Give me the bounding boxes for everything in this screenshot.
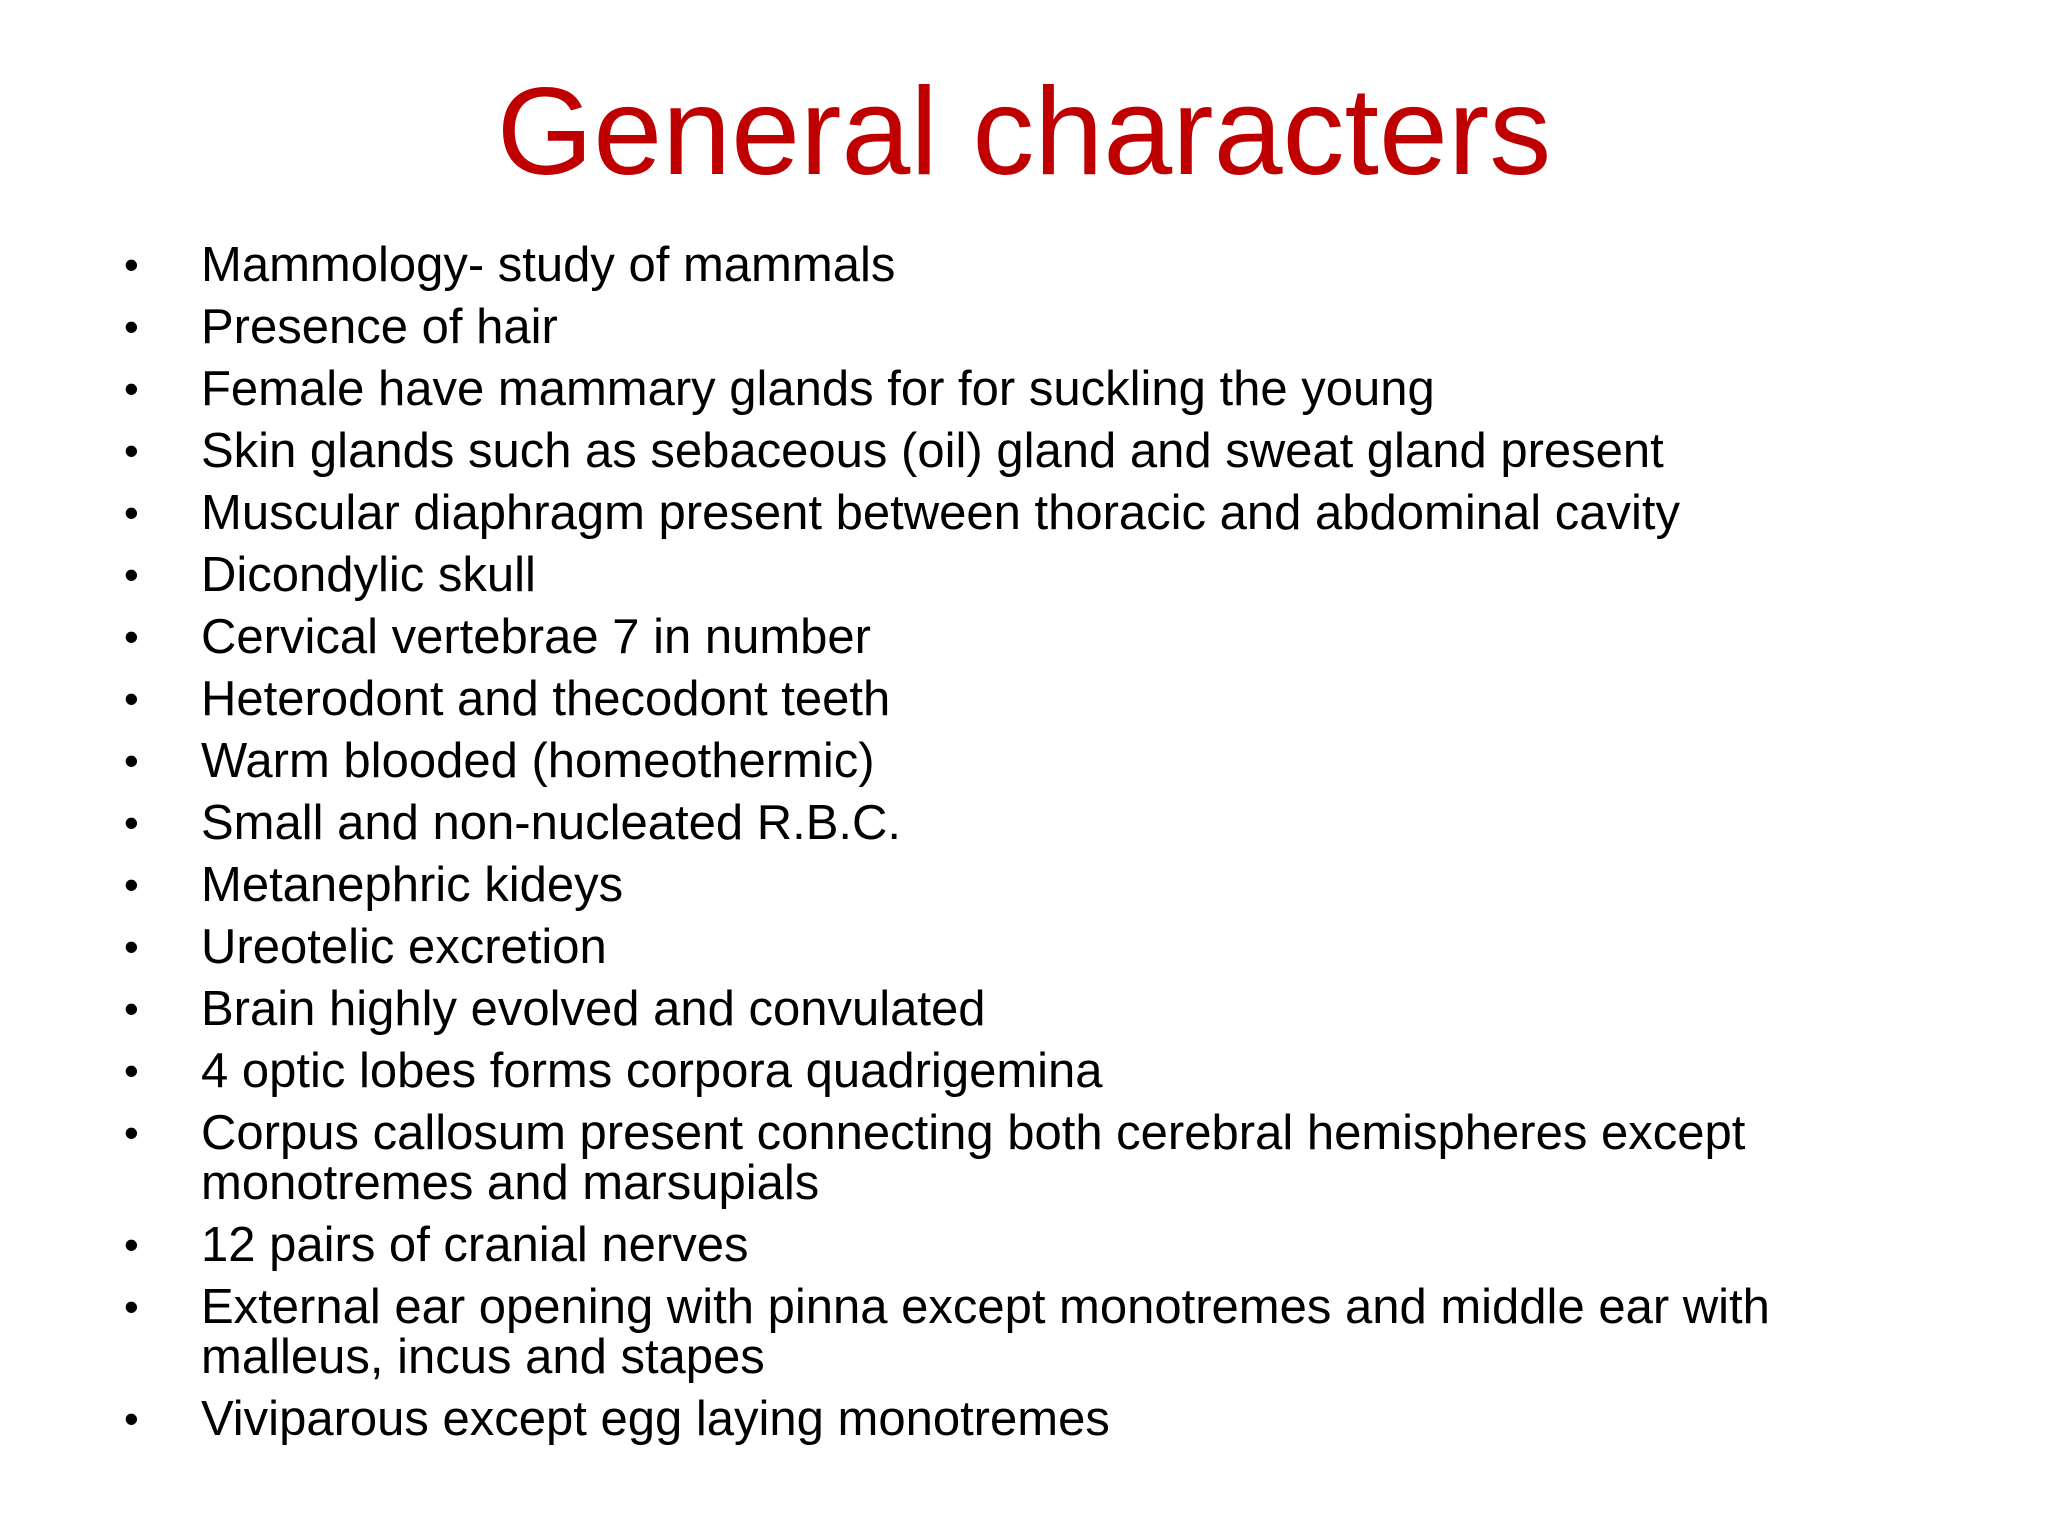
bullet-dot-icon: •	[124, 799, 139, 846]
bullet-item	[0, 1220, 1780, 1270]
bullet-text: Warm blooded (homeothermic)	[201, 734, 875, 788]
bullet-text: Muscular diaphragm present between thoracic and abdominal cavity	[201, 486, 1680, 540]
bullet-dot-icon: •	[124, 613, 139, 660]
bullet-dot-icon: •	[124, 861, 139, 908]
bullet-text: 4 optic lobes forms corpora quadrigemina	[201, 1044, 1103, 1098]
bullet-item	[0, 240, 1780, 290]
bullet-item	[0, 798, 1780, 848]
bullet-text: Cervical vertebrae 7 in number	[201, 610, 871, 664]
bullet-item	[0, 860, 1780, 910]
bullet-dot-icon: •	[124, 365, 139, 412]
bullet-text: Corpus callosum present connecting both cerebral hemispheres except monotremes and marsupials	[201, 1106, 1746, 1210]
bullet-text: External ear opening with pinna except monotremes and middle ear with malleus, incus and stapes	[201, 1280, 1770, 1384]
bullet-text: Brain highly evolved and convulated	[201, 982, 986, 1036]
bullet-list	[0, 240, 2048, 1456]
bullet-item	[0, 1046, 1780, 1096]
bullet-dot-icon: •	[124, 303, 139, 350]
bullet-item	[0, 426, 1780, 476]
bullet-text: Presence of hair	[201, 300, 558, 354]
bullet-text: 12 pairs of cranial nerves	[201, 1218, 749, 1272]
bullet-dot-icon: •	[124, 1221, 139, 1268]
bullet-dot-icon: •	[124, 241, 139, 288]
bullet-text: Metanephric kideys	[201, 858, 624, 912]
bullet-item	[0, 302, 1780, 352]
bullet-dot-icon: •	[124, 551, 139, 598]
bullet-dot-icon: •	[124, 489, 139, 536]
bullet-text: Dicondylic skull	[201, 548, 536, 602]
bullet-text: Viviparous except egg laying monotremes	[201, 1392, 1110, 1446]
bullet-item	[0, 488, 1780, 538]
bullet-dot-icon: •	[124, 1109, 139, 1156]
bullet-item	[0, 1394, 1780, 1444]
bullet-dot-icon: •	[124, 1047, 139, 1094]
bullet-text: Ureotelic excretion	[201, 920, 607, 974]
bullet-dot-icon: •	[124, 427, 139, 474]
slide-title: General characters	[496, 63, 1552, 201]
bullet-dot-icon: •	[124, 1395, 139, 1442]
bullet-dot-icon: •	[124, 737, 139, 784]
bullet-item	[0, 364, 1780, 414]
bullet-item	[0, 1108, 1780, 1208]
bullet-text: Skin glands such as sebaceous (oil) gland and sweat gland present	[201, 424, 1664, 478]
bullet-item	[0, 674, 1780, 724]
bullet-text: Female have mammary glands for for suckling the young	[201, 362, 1435, 416]
bullet-item	[0, 922, 1780, 972]
bullet-dot-icon: •	[124, 985, 139, 1032]
bullet-item	[0, 736, 1780, 786]
bullet-item	[0, 612, 1780, 662]
bullet-item	[0, 550, 1780, 600]
bullet-text: Heterodont and thecodont teeth	[201, 672, 891, 726]
bullet-dot-icon: •	[124, 1283, 139, 1330]
bullet-dot-icon: •	[124, 923, 139, 970]
bullet-dot-icon: •	[124, 675, 139, 722]
bullet-item	[0, 984, 1780, 1034]
bullet-item	[0, 1282, 1780, 1382]
bullet-text: Mammology- study of mammals	[201, 238, 896, 292]
bullet-text: Small and non-nucleated R.B.C.	[201, 796, 901, 850]
